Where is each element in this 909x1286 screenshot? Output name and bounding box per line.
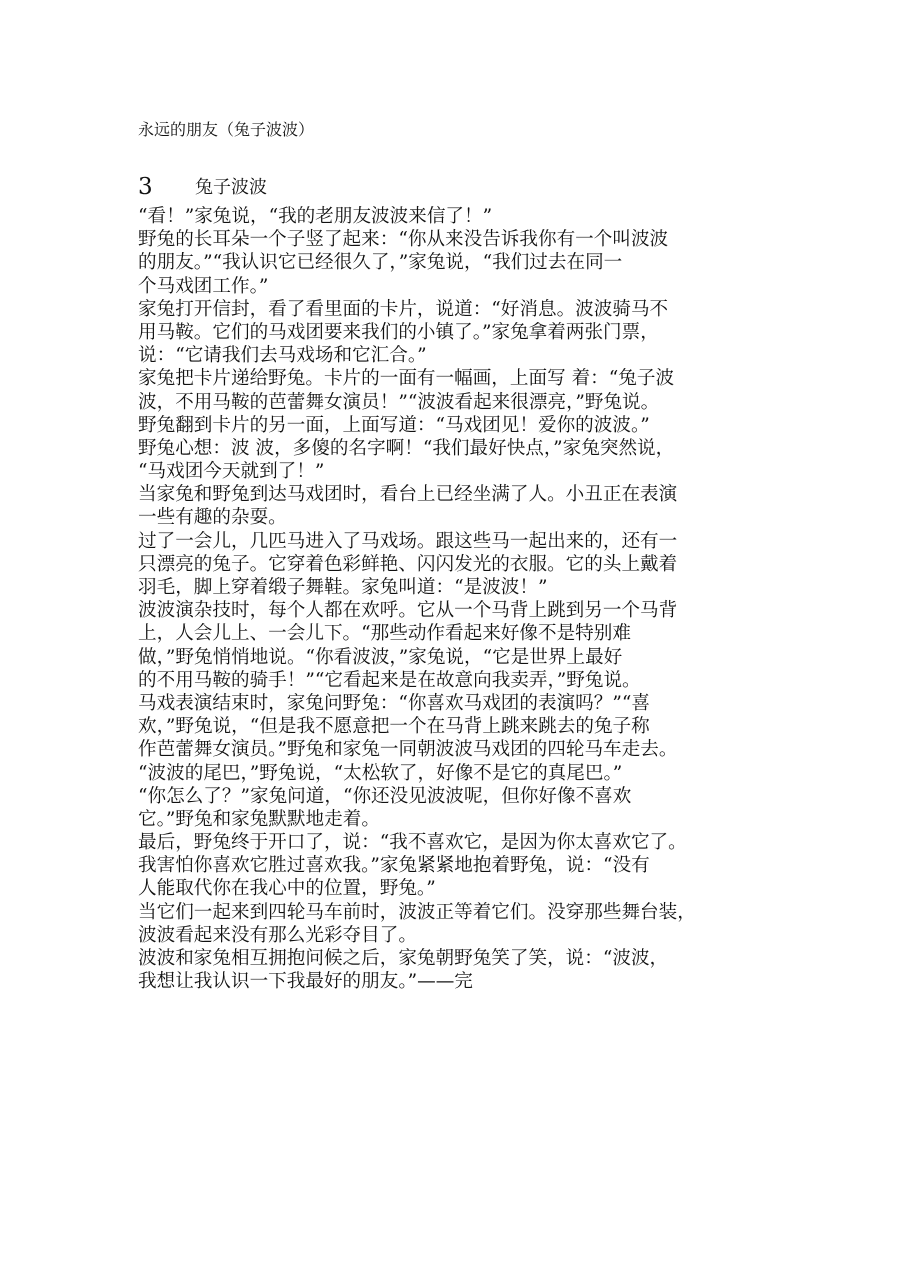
story-line: 波波和家兔相互拥抱问候之后，家兔朝野兔笑了笑，说：“波波， <box>138 948 669 969</box>
document-title: 永远的朋友（兔子波波） <box>138 120 315 139</box>
story-line: 羽毛，脚上穿着缎子舞鞋。家兔叫道：“是波波！” <box>138 577 548 598</box>
story-line: 波波演杂技时，每个人都在欢呼。它从一个马背上跳到另一个马背 <box>138 600 678 622</box>
story-line: 波，不用马鞍的芭蕾舞女演员！”“波波看起来很漂亮，”野兔说。 <box>138 391 660 413</box>
story-line: 野兔的长耳朵一个子竖了起来：“你从来没告诉我你有一个叫波波 <box>138 229 669 251</box>
story-line: 它。”野兔和家兔默默地走着。 <box>138 808 380 830</box>
story-line: 我想让我认识一下我最好的朋友。”——完 <box>138 971 473 993</box>
story-line: 马戏表演结束时，家兔问野兔：“你喜欢马戏团的表演吗？”“喜 <box>138 692 650 714</box>
story-line: 上，人会儿上、一会儿下。“那些动作看起来好像不是特别难 <box>138 623 631 645</box>
story-line: 当家兔和野兔到达马戏团时，看台上已经坐满了人。小丑正在表演 <box>138 484 678 506</box>
story-line: “看！”家兔说，“我的老朋友波波来信了！” <box>138 206 493 227</box>
story-line: 个马戏团工作。” <box>138 275 269 297</box>
story-line: 用马鞍。它们的马戏团要来我们的小镇了。”家兔拿着两张门票， <box>138 321 659 343</box>
story-line: 野兔翻到卡片的另一面，上面写道：“马戏团见！爱你的波波。” <box>138 414 650 436</box>
chapter-title: 兔子波波 <box>195 177 267 198</box>
story-line: “马戏团今天就到了！” <box>138 461 325 483</box>
story-line: 做，”野兔悄悄地说。“你看波波，”家兔说，“它是世界上最好 <box>138 646 623 668</box>
story-line: 一些有趣的杂耍。 <box>138 507 287 529</box>
story-body <box>138 205 798 993</box>
story-line: 的朋友。”“我认识它已经很久了，”家兔说，“我们过去在同一 <box>138 252 623 274</box>
story-line: 家兔打开信封，看了看里面的卡片，说道：“好消息。波波骑马不 <box>138 298 669 320</box>
story-line: 说：“它请我们去马戏场和它汇合。” <box>138 345 427 367</box>
story-line: 波波看起来没有那么光彩夺目了。 <box>138 924 417 946</box>
story-line: 的不用马鞍的骑手！”“它看起来是在故意向我卖弄，”野兔说。 <box>138 669 641 691</box>
story-line: “你怎么了？”家兔问道，“你还没见波波呢，但你好像不喜欢 <box>138 785 632 807</box>
chapter-number: 3 <box>138 174 153 200</box>
story-line: 最后，野兔终于开口了，说：“我不喜欢它，是因为你太喜欢它了。 <box>138 832 687 854</box>
story-line: “波波的尾巴，”野兔说，“太松软了，好像不是它的真尾巴。” <box>138 762 623 784</box>
story-line: 过了一会儿，几匹马进入了马戏场。跟这些马一起出来的，还有一 <box>138 530 678 552</box>
story-line: 我害怕你喜欢它胜过喜欢我。”家兔紧紧地抱着野兔，说：“没有 <box>138 855 650 877</box>
story-line: 欢，”野兔说，“但是我不愿意把一个在马背上跳来跳去的兔子称 <box>138 716 650 738</box>
story-line: 只漂亮的兔子。它穿着色彩鲜艳、闪闪发光的衣服。它的头上戴着 <box>138 553 678 575</box>
story-line: 作芭蕾舞女演员。”野兔和家兔一同朝波波马戏团的四轮马车走去。 <box>138 739 678 761</box>
story-line: 家兔把卡片递给野兔。卡片的一面有一幅画，上面写 着：“兔子波 <box>138 368 675 390</box>
story-line: 人能取代你在我心中的位置，野兔。” <box>138 878 436 900</box>
story-line: 野兔心想：波 波，多傻的名字啊！“我们最好快点，”家兔突然说， <box>138 437 675 459</box>
story-line: 当它们一起来到四轮马车前时，波波正等着它们。没穿那些舞台装， <box>138 901 696 923</box>
